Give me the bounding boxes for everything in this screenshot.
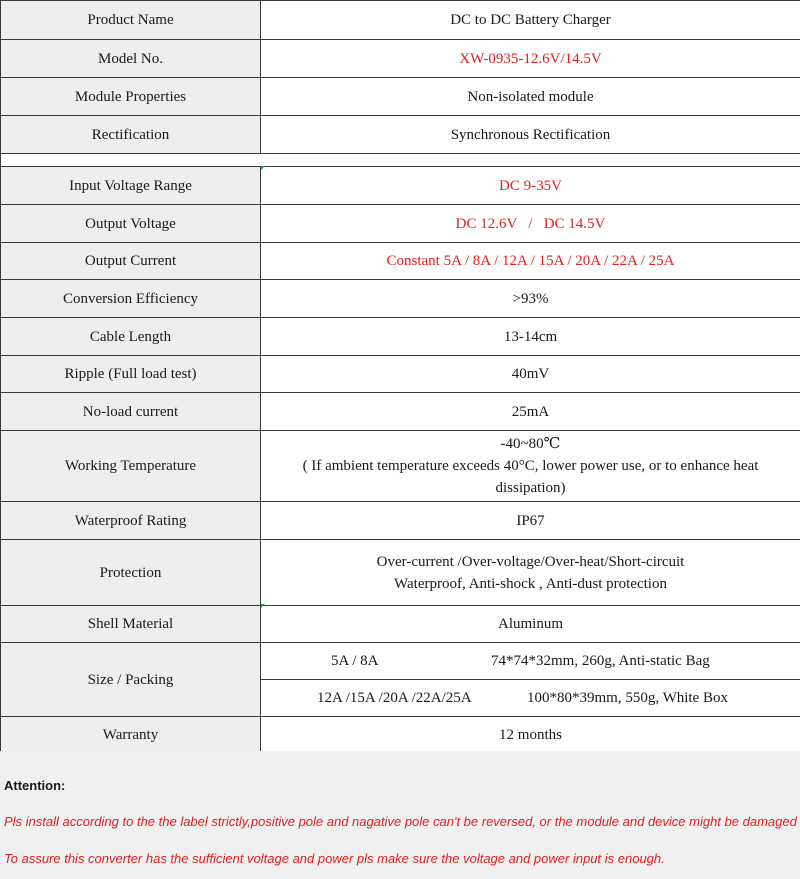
spec-label: Size / Packing: [1, 643, 261, 717]
spec-value: 13-14cm: [261, 318, 800, 356]
spec-row-product-name: [1, 1, 800, 40]
spec-value: Synchronous Rectification: [261, 116, 800, 154]
spec-label: Product Name: [1, 1, 261, 40]
spec-row-output-voltage: [1, 205, 800, 243]
spec-label: Output Current: [1, 243, 261, 280]
size-current: 5A / 8A: [331, 653, 379, 669]
spec-row-size-packing: [1, 643, 800, 680]
size-packing-option: [261, 680, 800, 717]
spec-label: Protection: [1, 540, 261, 606]
spec-row-input-voltage: [1, 167, 800, 205]
spec-value: 40mV: [261, 356, 800, 393]
spec-label: Output Voltage: [1, 205, 261, 243]
spec-row-module-properties: [1, 78, 800, 116]
spec-value: DC to DC Battery Charger: [261, 1, 800, 40]
spec-row-output-current: [1, 243, 800, 280]
size-packing-option: [261, 643, 800, 680]
protection-line: Waterproof, Anti-shock , Anti-dust protection: [394, 575, 667, 592]
spec-value: Aluminum: [261, 606, 800, 643]
spec-row-conversion-efficiency: [1, 280, 800, 318]
spec-row-warranty: [1, 717, 800, 754]
spec-label: Input Voltage Range: [1, 167, 261, 205]
temperature-range: -40~80℃: [500, 436, 561, 452]
spec-label: No-load current: [1, 393, 261, 431]
size-spec: 100*80*39mm, 550g, White Box: [527, 690, 728, 706]
spec-label: Cable Length: [1, 318, 261, 356]
spec-value: Constant 5A / 8A / 12A / 15A / 20A / 22A / 25A: [261, 243, 800, 280]
spec-value: [261, 431, 800, 502]
spec-value: DC 12.6V / DC 14.5V: [261, 205, 800, 243]
spec-value: [261, 540, 800, 606]
spec-label: Warranty: [1, 717, 261, 754]
spec-value: DC 9-35V: [261, 167, 800, 205]
spec-label: Model No.: [1, 40, 261, 78]
spec-label: Ripple (Full load test): [1, 356, 261, 393]
spec-row-waterproof: [1, 502, 800, 540]
spec-row-working-temperature: [1, 431, 800, 502]
spec-label: Waterproof Rating: [1, 502, 261, 540]
spec-label: Shell Material: [1, 606, 261, 643]
spec-label: Working Temperature: [1, 431, 261, 502]
size-spec: 74*74*32mm, 260g, Anti-static Bag: [491, 653, 710, 669]
spec-value: 12 months: [261, 717, 800, 754]
spec-spacer: [1, 154, 800, 167]
spec-row-ripple: [1, 356, 800, 393]
spec-value: 25mA: [261, 393, 800, 431]
temperature-note: ( If ambient temperature exceeds 40°C, lower power use, or to enhance heat: [302, 458, 759, 474]
attention-note: To assure this converter has the sufficient voltage and power pls make sure the voltage and power input is enough.: [4, 851, 665, 866]
spec-row-rectification: [1, 116, 800, 154]
spec-label: Rectification: [1, 116, 261, 154]
attention-section: [0, 751, 800, 879]
spec-value: Non-isolated module: [261, 78, 800, 116]
temperature-note-cont: dissipation): [495, 480, 566, 496]
cell-corner-marker: [261, 166, 265, 170]
spec-label: Conversion Efficiency: [1, 280, 261, 318]
spec-value: IP67: [261, 502, 800, 540]
spec-row-cable-length: [1, 318, 800, 356]
size-current: 12A /15A /20A /22A/25A: [317, 690, 472, 706]
protection-line: Over-current /Over-voltage/Over-heat/Short-circuit: [376, 553, 685, 570]
spec-row-no-load-current: [1, 393, 800, 431]
spec-value: XW-0935-12.6V/14.5V: [261, 40, 800, 78]
attention-note: Pls install according to the the label strictly,positive pole and nagative pole can't be reversed, or the module and device might be damaged: [4, 814, 797, 829]
spec-label: Module Properties: [1, 78, 261, 116]
spec-spacer-row: [1, 154, 800, 167]
spec-row-model-no: [1, 40, 800, 78]
spec-row-protection: [1, 540, 800, 606]
spec-row-shell-material: [1, 606, 800, 643]
spec-value: >93%: [261, 280, 800, 318]
cell-corner-marker: [261, 604, 265, 608]
attention-title: Attention:: [4, 778, 66, 793]
